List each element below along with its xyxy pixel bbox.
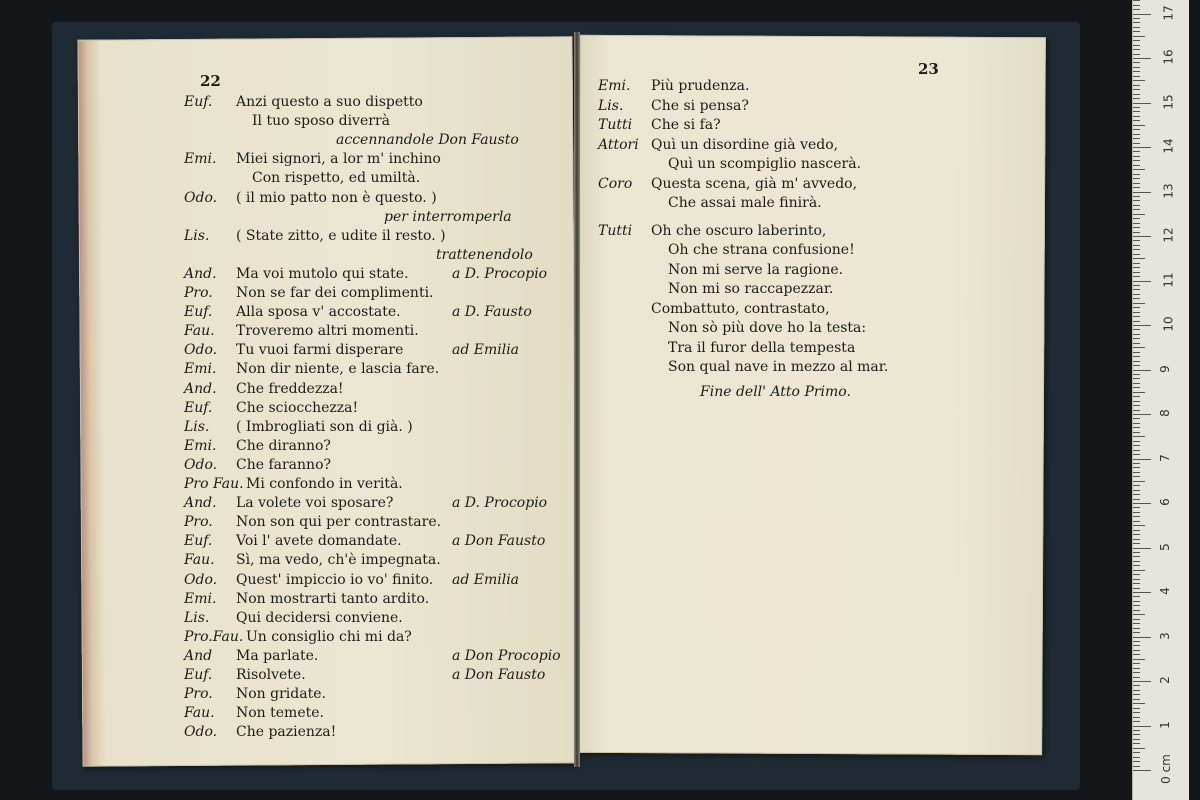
ruler-tick [1133, 54, 1140, 55]
speaker-label: Emi. [184, 438, 217, 454]
ruler-tick [1133, 343, 1140, 344]
ruler-tick [1133, 370, 1151, 371]
ruler-tick [1133, 307, 1140, 308]
ruler-label: 13 [1161, 183, 1176, 199]
ruler-tick [1133, 668, 1140, 669]
verse-line: Tra il furor della tempesta [668, 340, 856, 356]
ruler-tick [1133, 596, 1140, 597]
ruler-tick [1133, 187, 1140, 188]
ruler-tick [1133, 111, 1140, 112]
ruler-tick [1133, 659, 1145, 660]
ruler-tick [1133, 507, 1140, 508]
ruler-tick [1133, 708, 1140, 709]
ruler-tick [1133, 334, 1140, 335]
ruler-tick [1133, 410, 1140, 411]
ruler-tick [1133, 214, 1145, 215]
ruler-tick [1133, 552, 1140, 553]
verse-line: Sì, ma vedo, ch'è impegnata. [236, 552, 441, 568]
verse-line: Combattuto, contrastato, [651, 301, 830, 317]
ruler-tick [1133, 18, 1140, 19]
ruler-tick [1133, 565, 1140, 566]
ruler-tick [1133, 40, 1140, 41]
ruler-tick [1133, 325, 1151, 326]
verse-line: Che si fa? [651, 117, 721, 133]
ruler-label: 6 [1157, 498, 1172, 506]
stage-direction: a D. Procopio [452, 266, 548, 282]
speaker-label: Euf. [184, 400, 213, 416]
ruler-tick [1133, 601, 1140, 602]
speaker-label: Pro. [184, 514, 213, 530]
ruler-tick [1133, 770, 1151, 771]
ruler-tick [1133, 232, 1140, 233]
ruler-tick [1133, 717, 1140, 718]
ruler-tick [1133, 71, 1140, 72]
ruler-tick [1133, 321, 1140, 322]
ruler-tick [1133, 200, 1140, 201]
verse-line: Che freddezza! [236, 381, 344, 397]
ruler-tick [1133, 396, 1140, 397]
ruler-tick [1133, 583, 1140, 584]
ruler-tick [1133, 677, 1140, 678]
ruler-tick [1133, 9, 1140, 10]
verse-line: ( Imbrogliati son di già. ) [236, 419, 413, 435]
ruler-tick [1133, 205, 1140, 206]
ruler-tick [1133, 570, 1145, 571]
ruler-tick [1133, 467, 1140, 468]
verse-line: Anzi questo a suo dispetto [236, 94, 423, 110]
verse-line: Che diranno? [236, 438, 331, 454]
ruler-tick [1133, 614, 1145, 615]
ruler-tick [1133, 739, 1140, 740]
ruler-tick [1133, 499, 1140, 500]
ruler-tick [1133, 236, 1151, 237]
ruler-tick [1133, 178, 1140, 179]
ruler-tick [1133, 143, 1140, 144]
speaker-label: Fau. [184, 323, 215, 339]
verse-line: Non mostrarti tanto ardito. [236, 591, 430, 607]
ruler-tick [1133, 183, 1140, 184]
stage-direction: a D. Fausto [452, 304, 532, 320]
verse-line: Oh che strana confusione! [668, 242, 855, 258]
ruler-label: 9 [1157, 365, 1172, 373]
ruler-tick [1133, 218, 1140, 219]
ruler-tick [1133, 85, 1140, 86]
ruler-tick [1133, 160, 1140, 161]
ruler-label: 14 [1161, 138, 1176, 154]
left-page-number: 22 [200, 72, 221, 90]
speaker-label: Fau. [184, 552, 215, 568]
ruler-tick [1133, 276, 1140, 277]
ruler-tick [1133, 748, 1145, 749]
ruler-tick [1133, 289, 1140, 290]
ruler-label: 8 [1157, 409, 1172, 417]
ruler-tick [1133, 103, 1151, 104]
ruler-tick [1133, 294, 1140, 295]
ruler-tick [1133, 512, 1140, 513]
speaker-label: Emi. [598, 78, 631, 94]
speaker-label: And. [184, 266, 217, 282]
ruler-tick [1133, 539, 1140, 540]
right-page-number: 23 [918, 60, 939, 78]
stage-direction: a Don Fausto [452, 533, 546, 549]
verse-line: ( State zitto, e udite il resto. ) [236, 228, 446, 244]
ruler-tick [1133, 752, 1140, 753]
verse-line: Qui decidersi conviene. [236, 610, 403, 626]
ruler-tick [1133, 761, 1140, 762]
ruler-tick [1133, 605, 1140, 606]
verse-line: Non mi serve la ragione. [668, 262, 844, 278]
ruler-tick [1133, 414, 1151, 415]
ruler-tick [1133, 98, 1140, 99]
ruler-tick [1133, 418, 1140, 419]
ruler-tick [1133, 227, 1140, 228]
ruler-tick [1133, 387, 1140, 388]
ruler-tick [1133, 592, 1151, 593]
verse-line: Non se far dei complimenti. [236, 285, 434, 301]
ruler-tick [1133, 245, 1140, 246]
ruler-label: 11 [1161, 272, 1176, 288]
ruler-tick [1133, 45, 1140, 46]
verse-line: Non mi so raccapezzar. [668, 281, 834, 297]
ruler-tick [1133, 94, 1140, 95]
ruler-tick [1133, 312, 1140, 313]
stage-direction: per interromperla [384, 209, 512, 225]
stage-direction: trattenendolo [436, 247, 533, 263]
ruler-tick [1133, 476, 1140, 477]
ruler-tick [1133, 329, 1140, 330]
ruler-tick [1133, 730, 1140, 731]
ruler-tick [1133, 459, 1151, 460]
verse-line: Risolvete. [236, 667, 306, 683]
speaker-label: Attori [598, 137, 639, 153]
ruler-tick [1133, 272, 1140, 273]
ruler-label: 0 cm [1158, 754, 1173, 784]
speaker-label: Emi. [184, 151, 217, 167]
ruler-tick [1133, 356, 1140, 357]
ruler-tick [1133, 0, 1140, 1]
ruler-tick [1133, 267, 1140, 268]
verse-line: Questa scena, già m' avvedo, [651, 176, 858, 192]
ruler-tick [1133, 196, 1140, 197]
ruler-tick [1133, 427, 1140, 428]
ruler-tick [1133, 383, 1140, 384]
ruler-tick [1133, 766, 1140, 767]
ruler-tick [1133, 441, 1140, 442]
ruler-tick [1133, 209, 1140, 210]
ruler-tick [1133, 80, 1145, 81]
book-gutter [574, 32, 580, 767]
ruler-tick [1133, 169, 1145, 170]
ruler-label: 5 [1157, 543, 1172, 551]
verse-line: Son qual nave in mezzo al mar. [668, 359, 889, 375]
speaker-label: And. [184, 381, 217, 397]
ruler-tick [1133, 490, 1140, 491]
ruler-tick [1133, 632, 1140, 633]
speaker-label: Euf. [184, 667, 213, 683]
ruler-tick [1133, 49, 1140, 50]
ruler-tick [1133, 36, 1145, 37]
speaker-label: And [184, 648, 213, 664]
ruler-tick [1133, 316, 1140, 317]
ruler-tick [1133, 240, 1140, 241]
ruler-label: 3 [1157, 632, 1172, 640]
speaker-label: Pro.Fau. [184, 629, 244, 645]
ruler-tick [1133, 192, 1151, 193]
ruler-tick [1133, 623, 1140, 624]
ruler-tick [1133, 436, 1145, 437]
ruler-tick [1133, 690, 1140, 691]
speaker-label: Emi. [184, 591, 217, 607]
ruler-tick [1133, 347, 1145, 348]
ruler-tick [1133, 694, 1140, 695]
ruler-label: 17 [1161, 5, 1176, 21]
ruler-tick [1133, 699, 1140, 700]
ruler-tick [1133, 663, 1140, 664]
measurement-ruler [1132, 0, 1189, 800]
ruler-tick [1133, 432, 1140, 433]
ruler-tick [1133, 543, 1140, 544]
ruler-label: 12 [1161, 227, 1176, 243]
ruler-tick [1133, 503, 1151, 504]
verse-line: Ma voi mutolo qui state. [236, 266, 409, 282]
verse-line: Quì un scompiglio nascerà. [668, 156, 862, 172]
ruler-tick [1133, 249, 1140, 250]
ruler-tick [1133, 405, 1140, 406]
verse-line: Con rispetto, ed umiltà. [252, 170, 421, 186]
ruler-tick [1133, 450, 1140, 451]
ruler-tick [1133, 525, 1145, 526]
verse-line: La volete voi sposare? [236, 495, 394, 511]
stage-direction: ad Emilia [452, 572, 520, 588]
ruler-tick [1133, 610, 1140, 611]
ruler-tick [1133, 62, 1140, 63]
speaker-label: Lis. [184, 419, 210, 435]
speaker-label: Euf. [184, 533, 213, 549]
ruler-tick [1133, 352, 1140, 353]
ruler-tick [1133, 645, 1140, 646]
verse-line: Oh che oscuro laberinto, [651, 223, 827, 239]
verse-line: Mi confondo in verità. [246, 476, 403, 492]
ruler-tick [1133, 681, 1151, 682]
ruler-tick [1133, 223, 1140, 224]
ruler-tick [1133, 726, 1151, 727]
ruler-tick [1133, 107, 1140, 108]
ruler-tick [1133, 338, 1140, 339]
ruler-tick [1133, 619, 1140, 620]
ruler-tick [1133, 392, 1145, 393]
stage-direction: a Don Fausto [452, 667, 546, 683]
ruler-tick [1133, 374, 1140, 375]
ruler-tick [1133, 445, 1140, 446]
ruler-tick [1133, 494, 1140, 495]
ruler-tick [1133, 138, 1140, 139]
verse-line: Che si pensa? [651, 98, 749, 114]
stage-direction: a D. Procopio [452, 495, 548, 511]
ruler-tick [1133, 134, 1140, 135]
end-of-act-note: Fine dell' Atto Primo. [700, 384, 851, 400]
ruler-tick [1133, 579, 1140, 580]
ruler-tick [1133, 628, 1140, 629]
ruler-label: 1 [1157, 721, 1172, 729]
ruler-tick [1133, 481, 1145, 482]
ruler-tick [1133, 378, 1140, 379]
stage-direction: accennandole Don Fausto [336, 132, 519, 148]
ruler-tick [1133, 556, 1140, 557]
ruler-tick [1133, 5, 1140, 6]
ruler-tick [1133, 650, 1140, 651]
ruler-tick [1133, 463, 1140, 464]
speaker-label: Tutti [598, 223, 633, 239]
ruler-tick [1133, 423, 1140, 424]
verse-line: Ma parlate. [236, 648, 319, 664]
ruler-tick [1133, 454, 1140, 455]
ruler-label: 16 [1161, 49, 1176, 65]
verse-line: Tu vuoi farmi disperare [236, 342, 404, 358]
verse-line: Che faranno? [236, 457, 331, 473]
ruler-tick [1133, 721, 1140, 722]
speaker-label: Fau. [184, 705, 215, 721]
speaker-label: Lis. [184, 610, 210, 626]
ruler-tick [1133, 641, 1140, 642]
speaker-label: Emi. [184, 361, 217, 377]
ruler-tick [1133, 588, 1140, 589]
verse-line: Miei signori, a lor m' inchino [236, 151, 441, 167]
ruler-label: 7 [1157, 454, 1172, 462]
speaker-label: Lis. [598, 98, 624, 114]
ruler-tick [1133, 548, 1151, 549]
ruler-tick [1133, 703, 1145, 704]
verse-line: Che sciocchezza! [236, 400, 359, 416]
verse-line: Non dir niente, e lascia fare. [236, 361, 440, 377]
ruler-tick [1133, 263, 1140, 264]
speaker-label: Euf. [184, 304, 213, 320]
speaker-label: Coro [598, 176, 633, 192]
ruler-tick [1133, 672, 1140, 673]
ruler-tick [1133, 534, 1140, 535]
ruler-tick [1133, 22, 1140, 23]
ruler-tick [1133, 743, 1140, 744]
speaker-label: Odo. [184, 190, 218, 206]
ruler-tick [1133, 27, 1140, 28]
ruler-tick [1133, 89, 1140, 90]
ruler-tick [1133, 281, 1151, 282]
verse-line: Che pazienza! [236, 724, 337, 740]
verse-line: Non son qui per contrastare. [236, 514, 442, 530]
ruler-tick [1133, 14, 1151, 15]
verse-line: ( il mio patto non è questo. ) [236, 190, 437, 206]
speaker-label: Pro Fau. [184, 476, 244, 492]
ruler-label: 15 [1161, 94, 1176, 110]
ruler-tick [1133, 472, 1140, 473]
speaker-label: Odo. [184, 724, 218, 740]
ruler-tick [1133, 258, 1145, 259]
ruler-label: 2 [1157, 676, 1172, 684]
ruler-tick [1133, 58, 1151, 59]
verse-line: Più prudenza. [651, 78, 750, 94]
ruler-tick [1133, 712, 1140, 713]
ruler-tick [1133, 757, 1140, 758]
ruler-tick [1133, 365, 1140, 366]
ruler-tick [1133, 285, 1140, 286]
speaker-label: Odo. [184, 457, 218, 473]
ruler-label: 4 [1157, 587, 1172, 595]
speaker-label: Euf. [184, 94, 213, 110]
ruler-tick [1133, 254, 1140, 255]
ruler-tick [1133, 151, 1140, 152]
ruler-tick [1133, 156, 1140, 157]
speaker-label: Odo. [184, 572, 218, 588]
ruler-tick [1133, 31, 1140, 32]
ruler-tick [1133, 637, 1151, 638]
ruler-tick [1133, 521, 1140, 522]
verse-line: Voi l' avete domandate. [236, 533, 402, 549]
ruler-tick [1133, 303, 1145, 304]
speaker-label: Pro. [184, 285, 213, 301]
ruler-tick [1133, 561, 1140, 562]
ruler-tick [1133, 165, 1140, 166]
ruler-tick [1133, 654, 1140, 655]
ruler-tick [1133, 298, 1140, 299]
ruler-tick [1133, 574, 1140, 575]
verse-line: Alla sposa v' accostate. [236, 304, 401, 320]
ruler-tick [1133, 401, 1140, 402]
ruler-tick [1133, 76, 1140, 77]
verse-line: Quì un disordine già vedo, [651, 137, 839, 153]
ruler-tick [1133, 120, 1140, 121]
verse-line: Non gridate. [236, 686, 326, 702]
verse-line: Quest' impiccio io vo' finito. [236, 572, 434, 588]
verse-line: Non sò più dove ho la testa: [668, 320, 867, 336]
ruler-label: 10 [1161, 316, 1176, 332]
ruler-tick [1133, 485, 1140, 486]
ruler-tick [1133, 125, 1145, 126]
verse-line: Il tuo sposo diverrà [252, 113, 390, 129]
verse-line: Non temete. [236, 705, 324, 721]
ruler-tick [1133, 174, 1140, 175]
ruler-tick [1133, 129, 1140, 130]
ruler-tick [1133, 734, 1140, 735]
speaker-label: And. [184, 495, 217, 511]
ruler-tick [1133, 147, 1151, 148]
ruler-tick [1133, 685, 1140, 686]
ruler-tick [1133, 116, 1140, 117]
verse-line: Un consiglio chi mi da? [246, 629, 412, 645]
speaker-label: Pro. [184, 686, 213, 702]
verse-line: Troveremo altri momenti. [236, 323, 419, 339]
ruler-tick [1133, 516, 1140, 517]
ruler-tick [1133, 67, 1140, 68]
stage-direction: a Don Procopio [452, 648, 561, 664]
speaker-label: Tutti [598, 117, 633, 133]
verse-line: Che assai male finirà. [668, 195, 822, 211]
speaker-label: Odo. [184, 342, 218, 358]
ruler-tick [1133, 361, 1140, 362]
speaker-label: Lis. [184, 228, 210, 244]
stage-direction: ad Emilia [452, 342, 520, 358]
ruler-tick [1133, 530, 1140, 531]
